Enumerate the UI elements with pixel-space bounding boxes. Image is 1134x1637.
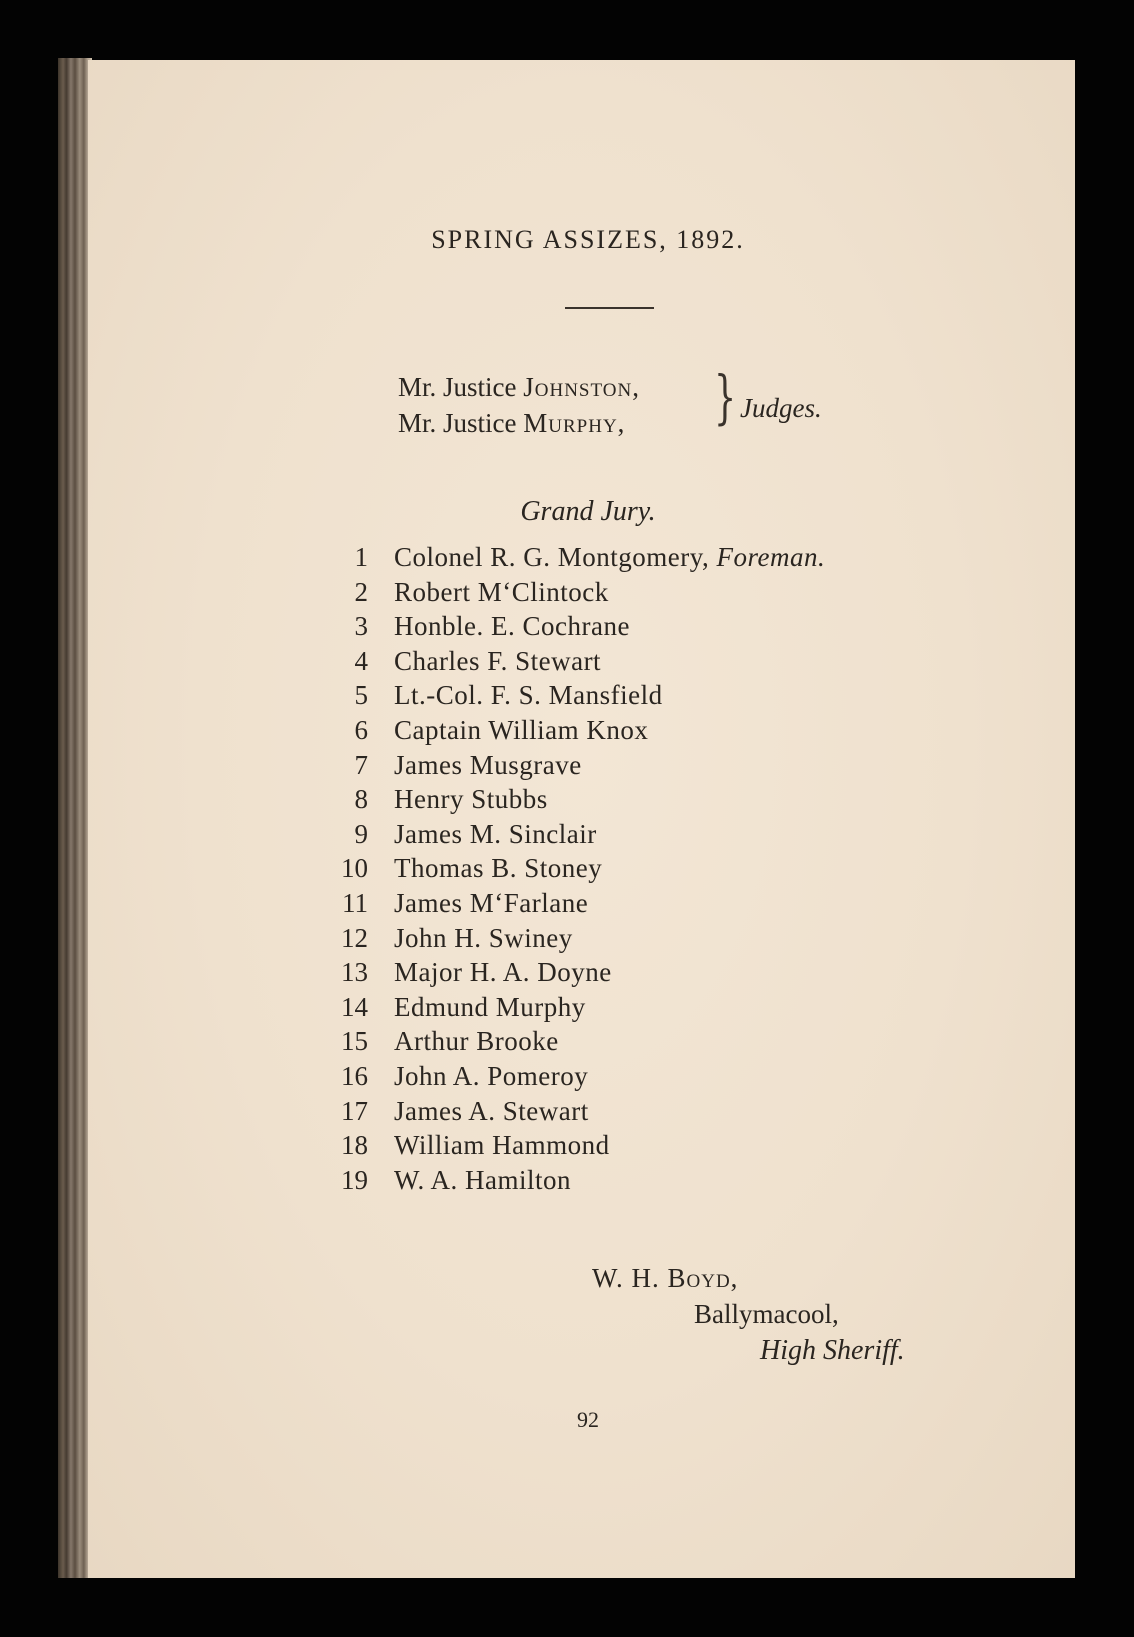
sheriff-name: W. H. Boyd, [592,1263,739,1293]
jury-member-name: Arthur Brooke [394,1026,559,1057]
page-number: 92 [577,1407,599,1432]
jury-member-name: James M‘Farlane [394,888,589,918]
sheriff-title: High Sheriff. [760,1335,905,1366]
jury-number: 13 [341,957,368,988]
jury-number: 14 [341,991,368,1022]
jury-member-name: William Hammond [394,1130,610,1161]
jury-number: 9 [354,818,368,849]
page-heading: SPRING ASSIZES, 1892. [431,225,745,254]
jury-member-name: Henry Stubbs [394,784,548,815]
jury-member-name: Charles F. Stewart [394,645,602,676]
jury-number: 18 [341,1130,368,1161]
jury-member-name: Robert M‘Clintock [394,576,609,607]
jury-number: 12 [341,922,368,953]
jury-member-name: Edmund Murphy [394,991,586,1022]
jury-name [394,819,597,850]
jury-number: 16 [341,1061,368,1091]
jury-member-name: Major H. A. Doyne [394,957,612,988]
judge-1-suffix: , [632,372,639,402]
jury-number: 1 [354,542,368,572]
jury-number: 7 [354,749,368,780]
book-page [88,60,1075,1578]
jury-member-name: Lt.-Col. F. S. Mansfield [394,680,663,711]
right-brace-icon: } [714,363,737,431]
heading-rule [565,307,654,309]
judge-line-2 [398,408,624,439]
jury-name [394,715,648,746]
jury-number: 11 [342,888,368,918]
jury-number: 10 [341,853,368,884]
jury-member-name: James M. Sinclair [394,818,597,849]
judge-2-prefix: Mr. Justice [398,408,524,438]
jury-number: 17 [341,1095,368,1126]
judges-label: Judges. [740,393,822,423]
jury-name [394,957,612,988]
jury-member-name: W. A. Hamilton [394,1164,572,1195]
page-stack-edge [58,58,92,1578]
jury-number: 15 [341,1026,368,1057]
jury-name [394,923,573,954]
jury-name [394,1026,559,1057]
judge-2-name: Murphy [523,408,618,438]
jury-name [394,992,586,1023]
jury-number: 5 [354,680,368,711]
jury-number: 6 [354,715,368,745]
jury-name [394,888,588,919]
jury-number: 19 [341,1164,368,1195]
jury-name [394,577,609,608]
jury-name [394,750,582,781]
jury-name [394,1061,588,1092]
sheriff-place: Ballymacool, [694,1299,839,1329]
jury-member-name: James A. Stewart [394,1095,589,1126]
jury-member-name: James Musgrave [394,749,582,780]
grand-jury-title: Grand Jury. [520,496,656,527]
jury-number: 3 [354,611,368,642]
jury-name [394,1130,610,1161]
jury-name [394,1096,589,1127]
judge-2-suffix: , [617,408,625,438]
jury-member-name: John H. Swiney [394,922,573,953]
jury-member-name: Thomas B. Stoney [394,853,603,884]
jury-name [394,646,601,677]
jury-member-name: Honble. E. Cochrane [394,611,630,642]
jury-name [394,611,630,642]
jury-name [394,1165,571,1196]
jury-number: 4 [354,645,368,676]
jury-number: 8 [354,784,368,815]
jury-member-name: John A. Pomeroy [394,1061,589,1091]
judge-1-prefix: Mr. Justice [398,372,524,402]
judge-line-1 [398,372,639,403]
jury-name [394,542,825,573]
jury-member-name: Captain William Knox [394,715,649,745]
jury-name [394,784,548,815]
jury-member-name: Colonel R. G. Montgomery, [394,542,710,572]
jury-number: 2 [354,576,368,607]
jury-name [394,680,663,711]
judge-1-name: Johnston [523,372,633,402]
foreman-label: Foreman. [716,542,826,572]
jury-name [394,853,602,884]
